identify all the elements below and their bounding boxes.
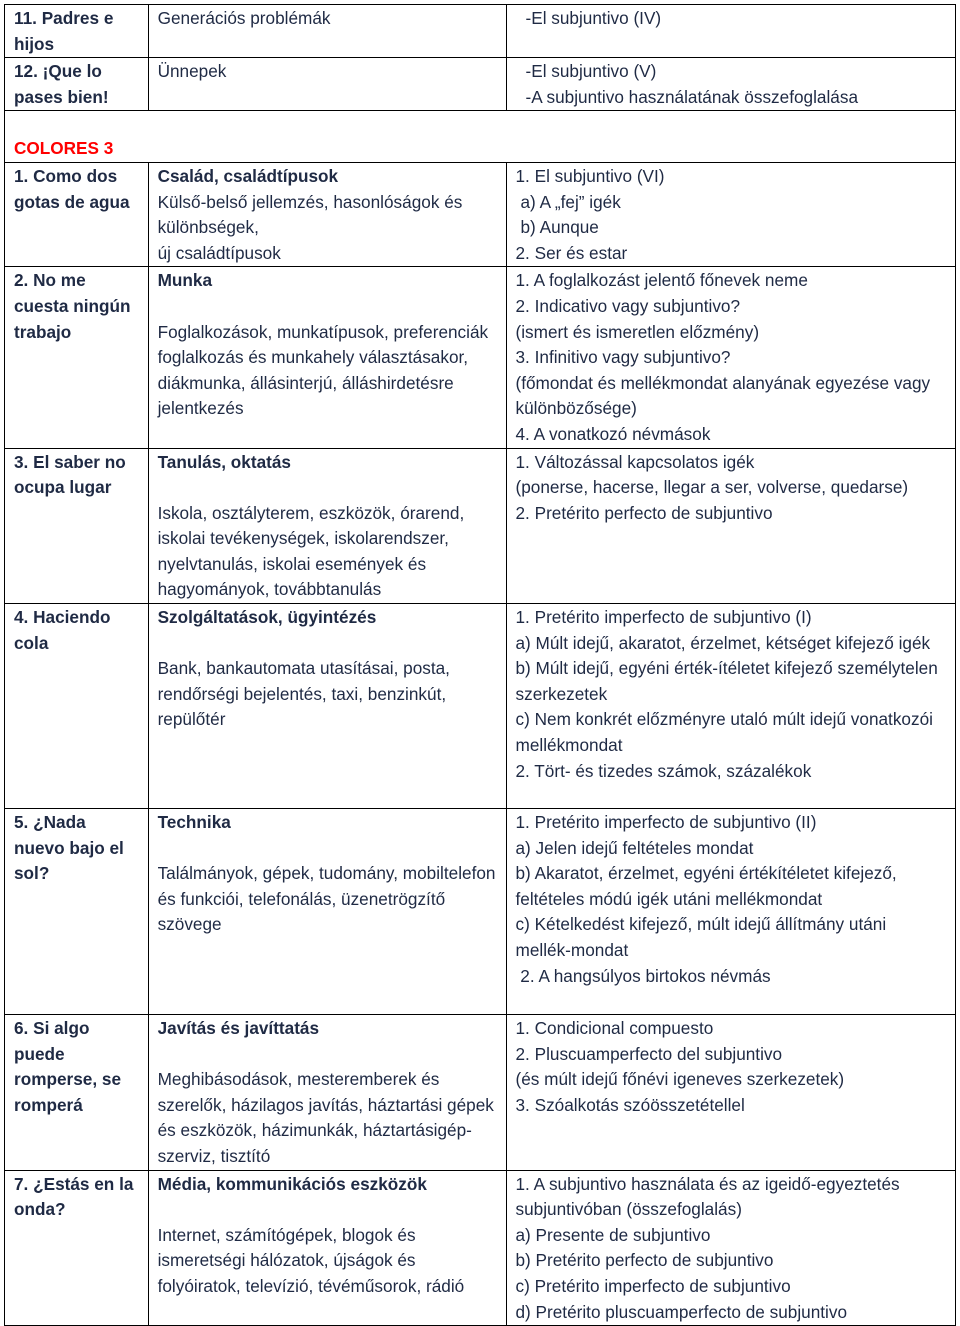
table-row [5, 604, 956, 809]
unit-cell [5, 448, 149, 604]
grammar-line: c) Pretérito imperfecto de subjuntivo [515, 1276, 791, 1296]
grammar-line: 1. Pretérito imperfecto de subjuntivo (I) [515, 607, 812, 628]
topic-text: Foglalkozások, munkatípusok, preferenciák foglalkozás és munkahely választásakor, diákmunka, állásinterjú, álláshirdetésre jelentkezés [157, 321, 493, 419]
grammar-line: 1. Változással kapcsolatos igék [515, 451, 755, 472]
topic-text: Generációs problémák [157, 8, 331, 28]
topic-text: Ünnepek [157, 61, 227, 82]
table-row [5, 58, 956, 111]
table-row [5, 448, 956, 604]
curriculum-table [4, 4, 956, 1326]
table-row [5, 267, 956, 448]
grammar-cell [506, 809, 956, 1015]
topic-text: Külső-belső jellemzés, hasonlóságok és különbségek, [157, 191, 468, 238]
section-row [5, 111, 956, 163]
grammar-line: 4. A vonatkozó névmások [515, 423, 711, 444]
unit-cell [5, 604, 149, 809]
grammar-line: 2. Indicativo vagy subjuntivo? [515, 295, 741, 316]
grammar-cell [506, 1015, 956, 1171]
table-row [5, 162, 956, 266]
unit-title: 12. ¡Que lo pases bien! [14, 61, 109, 107]
topic-cell [148, 1015, 506, 1171]
topic-cell [148, 162, 506, 266]
topic-title: Tanulás, oktatás [157, 451, 291, 472]
spacer [158, 294, 497, 320]
topic-text: Meghibásodások, mesteremberek és szerelők, házilagos javítás, háztartási gépek és eszközök, házimunkák, háztartásigép-szerviz, tisztító [157, 1069, 499, 1167]
section-spacer [506, 111, 956, 163]
unit-cell [5, 58, 149, 111]
topic-title: Szolgáltatások, ügyintézés [157, 607, 377, 628]
grammar-line: b) Múlt idejű, egyéni érték-ítéletet kifejező személytelen szerkezetek [515, 658, 943, 704]
unit-title: 5. ¿Nada nuevo bajo el sol? [14, 812, 129, 884]
topic-cell [148, 448, 506, 604]
section-cell [5, 111, 149, 163]
grammar-line: d) Pretérito pluscuamperfecto de subjuntivo [515, 1301, 848, 1322]
topic-title: Család, családtípusok [157, 165, 339, 186]
grammar-line: 2. Pretérito perfecto de subjuntivo [515, 502, 773, 523]
topic-cell [148, 5, 506, 58]
table-row [5, 809, 956, 1015]
grammar-line: 1. Condicional compuesto [515, 1018, 714, 1039]
grammar-line: 2. Pluscuamperfecto del subjuntivo [515, 1043, 783, 1064]
unit-title: 3. El saber no ocupa lugar [14, 451, 131, 498]
grammar-cell [506, 5, 956, 58]
grammar-cell [506, 58, 956, 111]
topic-text: Találmányok, gépek, tudomány, mobiltelefon és funkciói, telefonálás, üzenetrögzítő szövege [157, 863, 501, 935]
grammar-line: -A subjuntivo használatának összefoglalása [525, 86, 859, 107]
unit-cell [5, 809, 149, 1015]
section-spacer [148, 111, 506, 163]
grammar-line: 1. Pretérito imperfecto de subjuntivo (II) [515, 812, 817, 833]
grammar-line: 1. El subjuntivo (VI) [515, 165, 665, 186]
topic-title: Média, kommunikációs eszközök [157, 1173, 427, 1194]
unit-cell [5, 5, 149, 58]
grammar-line: 1. A foglalkozást jelentő főnevek neme [515, 270, 808, 291]
topic-cell [148, 267, 506, 448]
grammar-line: (és múlt idejű főnévi igeneves szerkezetek) [515, 1069, 845, 1090]
grammar-cell [506, 604, 956, 809]
unit-cell [5, 267, 149, 448]
grammar-line: b) Aunque [520, 217, 599, 238]
topic-cell [148, 604, 506, 809]
grammar-cell [506, 162, 956, 266]
spacer [158, 1197, 497, 1223]
table-row [5, 1015, 956, 1171]
grammar-line: 2. Tört- és tizedes számok, százalékok [515, 760, 812, 781]
grammar-line: 2. Ser és estar [515, 242, 628, 263]
grammar-line: (ismert és ismeretlen előzmény) [515, 321, 760, 342]
spacer [158, 836, 497, 862]
topic-title: Javítás és javíttatás [157, 1018, 320, 1039]
grammar-line: 2. A hangsúlyos birtokos névmás [515, 965, 771, 986]
spacer [158, 631, 497, 657]
grammar-line: 3. Szóalkotás szóösszetétellel [515, 1094, 745, 1115]
grammar-line: -El subjuntivo (IV) [525, 8, 662, 28]
grammar-line: b) Akaratot, érzelmet, egyéni értékítéletet kifejező, feltételes módú igék utáni mellékmondat [515, 863, 902, 909]
topic-cell [148, 1170, 506, 1326]
grammar-line: c) Nem konkrét előzményre utaló múlt idejű vonatkozói mellékmondat [515, 709, 938, 756]
grammar-line: 1. A subjuntivo használata és az igeidő-egyeztetés subjuntivóban (összefoglalás) [515, 1173, 905, 1220]
grammar-line: b) Pretérito perfecto de subjuntivo [515, 1250, 774, 1271]
unit-title: 1. Como dos gotas de agua [14, 165, 130, 212]
topic-cell [148, 809, 506, 1015]
topic-title: Technika [157, 812, 231, 833]
grammar-line: (főmondat és mellékmondat alanyának egyezése vagy különbözősége) [515, 372, 935, 419]
table-row [5, 1170, 956, 1326]
grammar-line: 3. Infinitivo vagy subjuntivo? [515, 347, 731, 368]
topic-text: Iskola, osztályterem, eszközök, órarend, iskolai tevékenységek, iskolarendszer, nyelvtanulás, iskolai események és hagyományok, továbbtanulás [157, 502, 469, 600]
unit-title: 11. Padres e hijos [14, 8, 119, 54]
unit-cell [5, 1015, 149, 1171]
grammar-line: (ponerse, hacerse, llegar a ser, volverse, quedarse) [515, 477, 909, 498]
spacer [158, 475, 497, 501]
grammar-line: a) Jelen idejű feltételes mondat [515, 837, 754, 858]
topic-text: Internet, számítógépek, blogok és ismeretségi hálózatok, újságok és folyóiratok, televízió, tévéműsorok, rádió [157, 1224, 465, 1296]
unit-cell [5, 1170, 149, 1326]
grammar-line: a) A „fej” igék [520, 191, 621, 212]
unit-title: 4. Haciendo cola [14, 607, 116, 653]
unit-title: 7. ¿Estás en la onda? [14, 1173, 139, 1220]
grammar-line: -El subjuntivo (V) [525, 61, 657, 82]
grammar-cell [506, 448, 956, 604]
topic-cell [148, 58, 506, 111]
unit-title: 2. No me cuesta ningún trabajo [14, 270, 136, 342]
unit-title: 6. Si algo puede romperse, se romperá [14, 1018, 126, 1115]
spacer [158, 1042, 497, 1068]
topic-text: új családtípusok [157, 242, 281, 263]
grammar-cell [506, 267, 956, 448]
grammar-line: a) Presente de subjuntivo [515, 1224, 711, 1245]
unit-cell [5, 162, 149, 266]
section-title: COLORES 3 [14, 138, 114, 159]
grammar-cell [506, 1170, 956, 1326]
topic-title: Munka [157, 270, 213, 291]
grammar-line: c) Kételkedést kifejező, múlt idejű állítmány utáni mellék-mondat [515, 914, 891, 961]
topic-text: Bank, bankautomata utasításai, posta, rendőrségi bejelentés, taxi, benzinkút, repülőtér [157, 658, 455, 730]
table-row [5, 5, 956, 58]
grammar-line: a) Múlt idejű, akaratot, érzelmet, kétséget kifejező igék [515, 632, 931, 653]
